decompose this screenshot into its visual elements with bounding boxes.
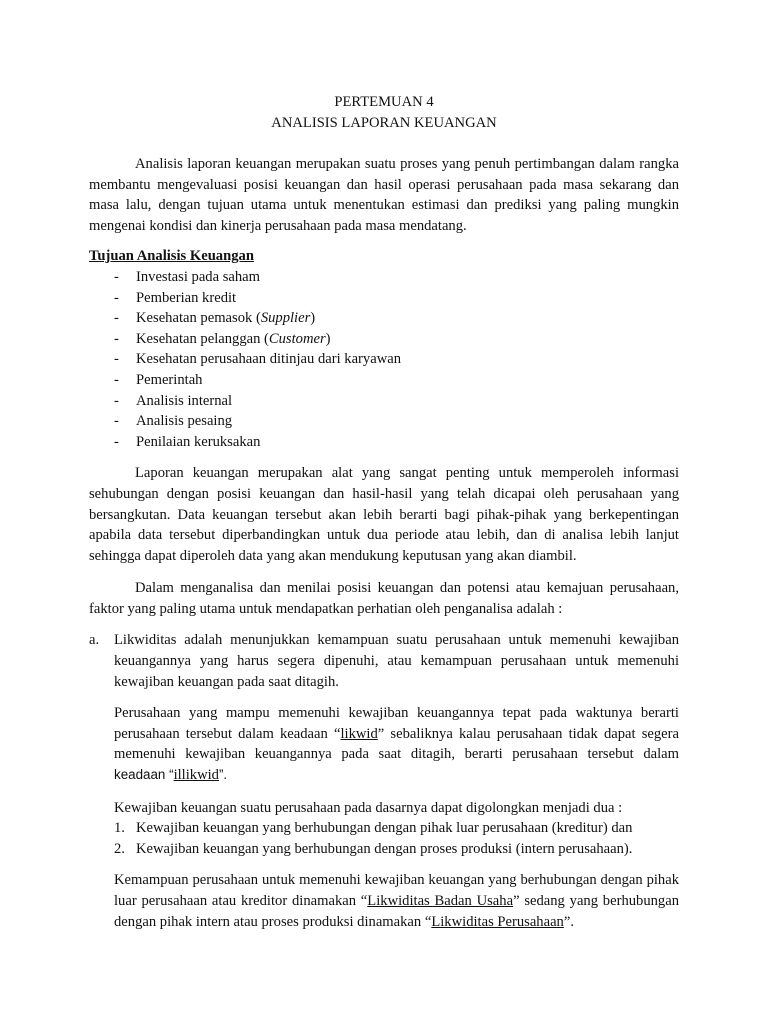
likwid-text: Perusahaan yang mampu memenuhi kewajiban keuangannya tepat pada waktunya berarti perusahaan tersebut dalam keadaan “ [114, 705, 679, 742]
dash-marker: - [114, 268, 119, 285]
kewajiban-item-2 [89, 839, 679, 860]
number-marker: 1. [114, 820, 125, 837]
list-item-text: ) [325, 330, 331, 347]
list-item [114, 411, 679, 432]
list-item-text: ) [310, 310, 316, 327]
list-item [114, 329, 679, 350]
number-marker: 2. [114, 840, 125, 857]
item-a-likwiditas [89, 630, 679, 692]
tujuan-heading: Tujuan Analisis Keuangan [89, 248, 254, 265]
list-item-text: Pemerintah [136, 371, 203, 388]
dash-marker: - [114, 413, 119, 430]
illikwid-term: illikwid [173, 767, 219, 784]
list-item [114, 349, 679, 370]
item-a-text: Likwiditas adalah menunjukkan kemampuan suatu perusahaan untuk memenuhi kewajiban keuangannya yang harus segera dipenuhi, atau kemampuan perusahaan untuk memenuhi kewajiban keuangan pada saat ditagih. [114, 632, 679, 690]
list-item [114, 391, 679, 412]
list-item-emphasis: Supplier [260, 310, 311, 327]
likwid-term: likwid [340, 725, 378, 742]
likwid-text: ” sebaliknya kalau perusahaan tidak dapat segera memenuhi kewajiban keuangannya pada saat ditagih, berarti perusahaan tersebut dalam [114, 725, 679, 763]
dash-marker: - [114, 310, 119, 327]
alpha-marker: a. [89, 632, 100, 649]
kewajiban-item-text: Kewajiban keuangan yang berhubungan dengan pihak luar perusahaan (kreditur) dan [136, 820, 633, 837]
dash-marker: - [114, 433, 119, 450]
tujuan-list [89, 267, 679, 452]
kewajiban-intro: Kewajiban keuangan suatu perusahaan pada dasarnya dapat digolongkan menjadi dua : [114, 799, 623, 816]
dash-marker: - [114, 392, 119, 409]
list-item-text: Analisis pesaing [136, 413, 233, 430]
dash-marker: - [114, 351, 119, 368]
kewajiban-item-text: Kewajiban keuangan yang berhubungan dengan proses produksi (intern perusahaan). [136, 840, 633, 857]
list-item-text: Pemberian kredit [136, 289, 237, 306]
list-item [114, 370, 679, 391]
dash-marker: - [114, 289, 119, 306]
kemampuan-text: ” sedang yang berhubungan dengan pihak intern atau proses produksi dinamakan “ [114, 893, 679, 930]
document-title-line2: ANALISIS LAPORAN KEUANGAN [271, 115, 497, 131]
dash-marker: - [114, 330, 119, 347]
kemampuan-text: ”. [563, 913, 574, 930]
likwiditas-perusahaan-term: Likwiditas Perusahaan [431, 913, 564, 930]
likwid-text: ”. [218, 767, 228, 783]
kemampuan-paragraph [89, 870, 679, 932]
list-item-text: Investasi pada saham [136, 268, 261, 285]
list-item [114, 308, 679, 329]
list-item-text: Kesehatan perusahaan ditinjau dari karyawan [136, 351, 402, 368]
list-item-text: Analisis internal [136, 392, 233, 409]
intro-paragraph: Analisis laporan keuangan merupakan suatu proses yang penuh pertimbangan dalam rangka membantu mengevaluasi posisi keuangan dan hasil operasi perusahaan pada masa sekarang dan masa lalu, dengan tujuan utama untuk menentukan estimasi dan prediksi yang paling mungkin mengenai kondisi dan kinerja perusahaan pada masa mendatang. [89, 156, 679, 234]
document-title-line1: PERTEMUAN 4 [334, 94, 434, 110]
list-item-text: Kesehatan pemasok ( [136, 310, 261, 327]
dash-marker: - [114, 371, 119, 388]
likwiditas-badan-usaha-term: Likwiditas Badan Usaha [367, 893, 514, 909]
list-item [114, 288, 679, 309]
list-item-text: Kesehatan pelanggan ( [136, 330, 269, 347]
list-item [114, 267, 679, 288]
list-item-emphasis: Customer [268, 330, 326, 347]
likwid-text: keadaan “ [114, 767, 174, 783]
kewajiban-item-1 [89, 818, 679, 839]
list-item-text: Penilaian keruksakan [136, 433, 261, 450]
list-item [114, 432, 679, 453]
analisa-paragraph: Dalam menganalisa dan menilai posisi keuangan dan potensi atau kemajuan perusahaan, faktor yang paling utama untuk mendapatkan perhatian oleh penganalisa adalah : [89, 580, 679, 617]
laporan-paragraph: Laporan keuangan merupakan alat yang sangat penting untuk memperoleh informasi sehubungan dengan posisi keuangan dan hasil-hasil yang telah dicapai oleh perusahaan yang bersangkutan. Data keuangan tersebut akan lebih berarti bagi pihak-pihak yang berkepentingan apabila data tersebut diperbandingkan untuk dua periode atau lebih, dan di analisa lebih lanjut sehingga dapat diperoleh data yang akan mendukung keputusan yang akan diambil. [89, 465, 679, 564]
likwid-paragraph [89, 703, 679, 785]
kemampuan-text: Kemampuan perusahaan untuk memenuhi kewajiban keuangan yang berhubungan dengan pihak luar perusahaan atau kreditor dinamakan “ [114, 872, 679, 909]
